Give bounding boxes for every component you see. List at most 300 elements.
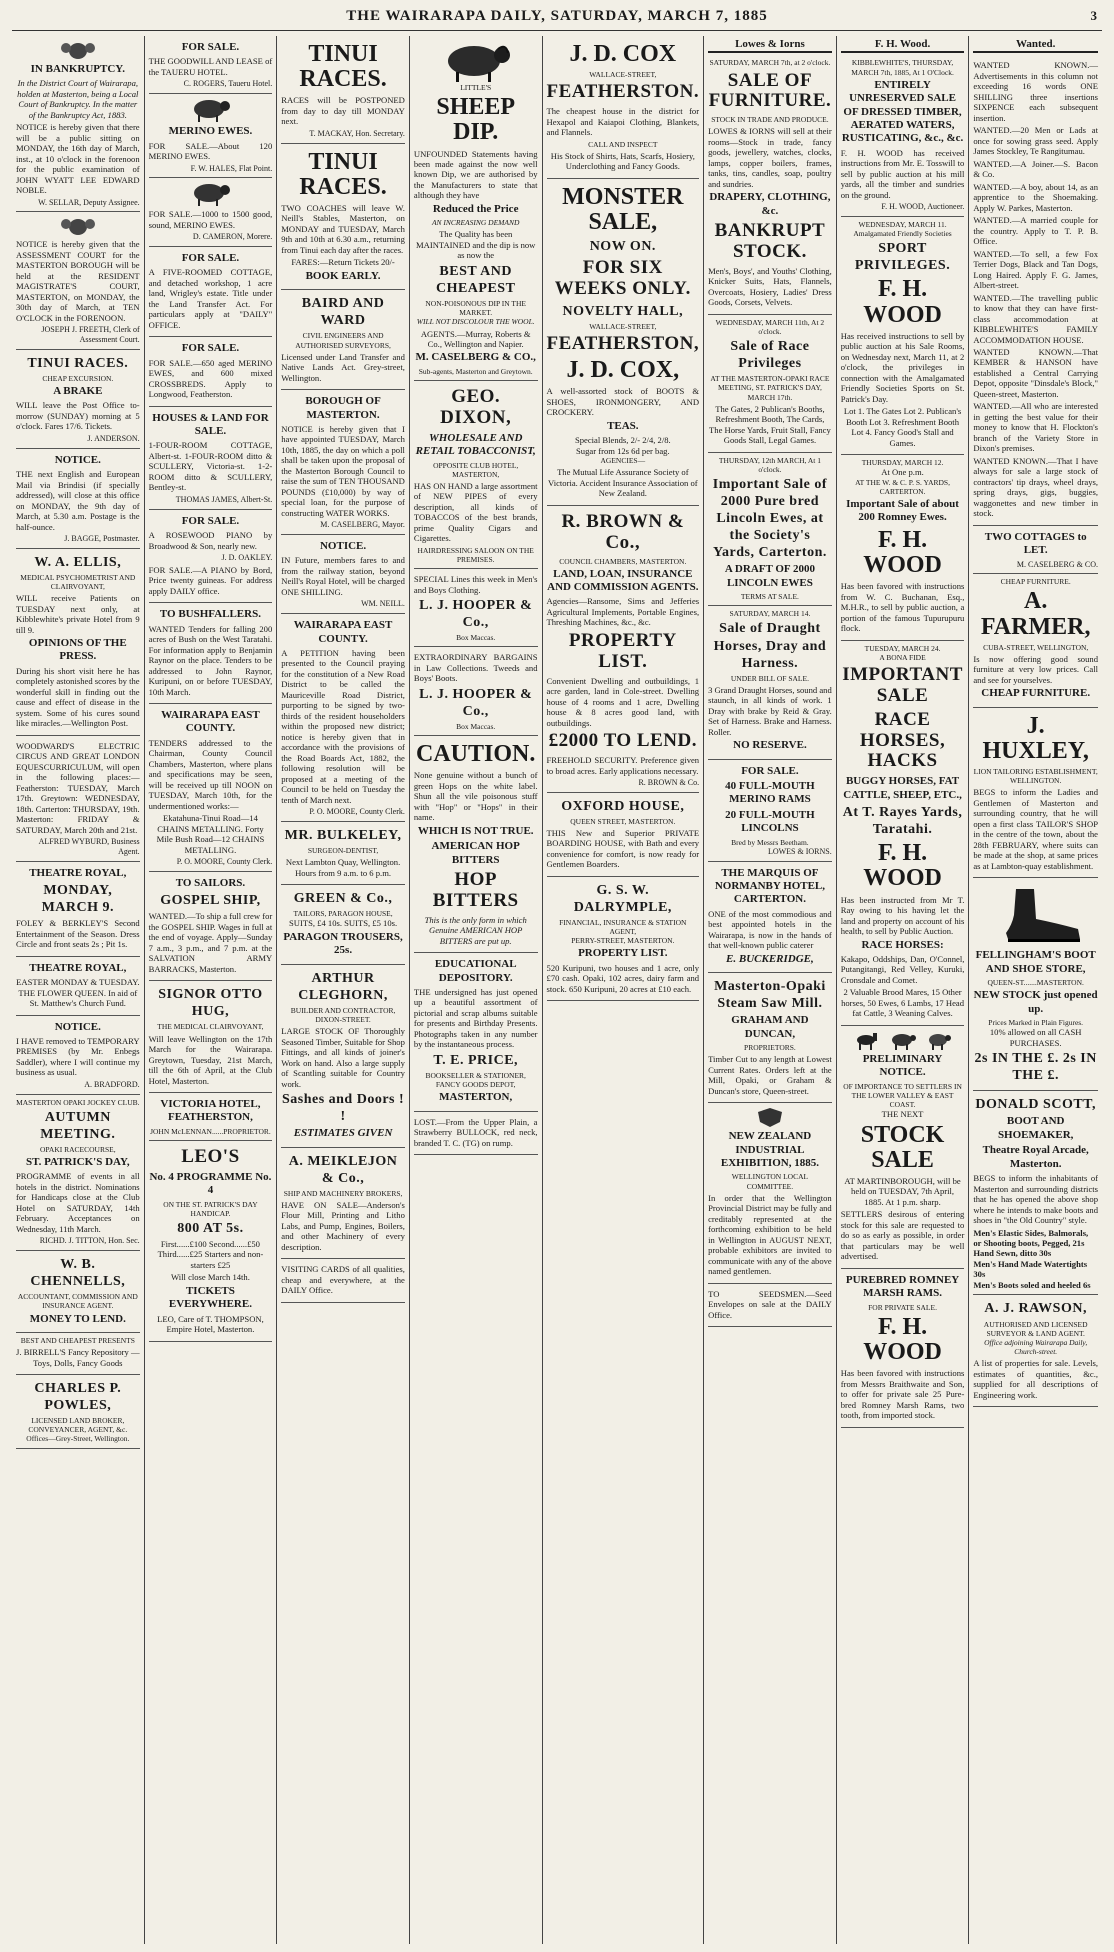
- lincoln-terms: TERMS AT SALE.: [740, 592, 799, 602]
- cottage-ad: [149, 247, 273, 337]
- romney-date: THURSDAY, MARCH 12.: [861, 458, 944, 468]
- ray-yards: At T. Rayes Yards, Taratahi.: [842, 805, 963, 838]
- seedsmen-ad: [708, 1284, 832, 1327]
- powles-subheading: LICENSED LAND BROKER, CONVEYANCER, AGENT, &c.: [28, 1416, 128, 1435]
- privileges-date: WEDNESDAY, MARCH 11th, At 2 o'clock.: [715, 317, 825, 337]
- settlers-note: OF IMPORTANCE TO SETTLERS IN THE LOWER VALLEY & EAST COAST.: [843, 1081, 962, 1109]
- ellis-heading: W. A. ELLIS,: [34, 554, 122, 570]
- ellis-body: WILL receive Patients on TUESDAY next only, at Kibblewhite's private Hotel from 9 till 9.: [16, 593, 140, 635]
- leos-prize: 800 AT 5s.: [177, 1220, 244, 1236]
- rawson-address: Office adjoining Wairarapa Daily, Church-street.: [984, 1337, 1088, 1356]
- forsale-heading: FOR SALE.: [181, 41, 240, 53]
- wanted-item: WANTED.—A Joiner.—S. Bacon & Co.: [973, 158, 1098, 180]
- american-hop-bitters: AMERICAN HOP BITTERS: [431, 840, 520, 866]
- brown-address: COUNCIL CHAMBERS, MASTERTON.: [559, 556, 687, 566]
- racehorse-date: TUESDAY, MARCH 24.: [864, 643, 941, 653]
- hooper-special: SPECIAL Lines this week in Men's and Boys Clothing.: [413, 574, 538, 595]
- farmer-heading: A. FARMER,: [980, 588, 1091, 640]
- racehorses-list: Kakapo, Oddships, Dan, O'Connel, Putangitangi, Red Velley, Kuruki, Cronsdale and Comet.: [840, 953, 965, 985]
- draught-body: 3 Grand Draught Horses, sound and staunch, in all kinds of work. 1 Dray with brake by Reid & Gray. Set of Harness. Brake and Harness. Roller.: [708, 684, 832, 737]
- column-5: [543, 36, 705, 1944]
- dip-agents: AGENTS.—Murray, Roberts & Co., Wellington and Napier.: [420, 328, 531, 349]
- assessment-notice: [16, 212, 140, 349]
- bankruptcy-notice: [16, 36, 140, 212]
- theatre-ad: [16, 862, 140, 957]
- bankruptcy-body: NOTICE is hereby given that there will be a public sitting on MONDAY, the 16th day of March, inst., at 10 o'clock in the forenoon for the public examination of JOHN WYATT LEE EDWARD NOBLE.: [16, 122, 140, 196]
- merino-signature: F. W. HALES, Flat Point.: [190, 163, 273, 173]
- road-district-ad: [281, 614, 405, 822]
- property-heading: PROPERTY LIST.: [568, 629, 677, 672]
- sawmill-ad: [708, 973, 832, 1103]
- coat-of-arms-icon: [753, 1106, 787, 1128]
- cox2-heading: J. D. COX,: [566, 357, 680, 384]
- scott-price: Men's Boots soled and heeled 6s: [973, 1279, 1091, 1290]
- scott-arcade: Theatre Royal Arcade, Masterton.: [982, 1144, 1089, 1170]
- fellingham-heading: FELLINGHAM'S BOOT AND SHOE STORE,: [975, 949, 1096, 975]
- ellis-ad: [16, 549, 140, 736]
- cash-discount: 10% allowed on all CASH PURCHASES.: [989, 1027, 1082, 1048]
- hug-heading: SIGNOR OTTO HUG,: [158, 987, 263, 1020]
- rawson-ad: [973, 1295, 1098, 1407]
- merino-rams: 40 FULL-MOUTH MERINO RAMS: [725, 780, 815, 806]
- cheap-furniture-1: CHEAP FURNITURE.: [1000, 577, 1071, 587]
- sport-list: Lot 1. The Gates Lot 2. Publican's Booth Lot 3. Refreshment Booth Lot 4. Fancy Good's Stall and Games.: [843, 406, 962, 448]
- cleghorn-subheading: BUILDER AND CONTRACTOR, DIXON-STREET.: [290, 1005, 396, 1024]
- royal-arms-icon: [58, 39, 98, 61]
- sashes-doors: Sashes and Doors ! !: [281, 1092, 405, 1125]
- leos-close: Will close March 14th.: [170, 1272, 250, 1283]
- marquis-body: ONE of the most commodious and best appointed hotels in the Wairarapa, is now in the hands of that well-known public caterer: [708, 908, 832, 951]
- dalrymple-list: 520 Kuripuni, two houses and 1 acre, only £70 cash. Opaki, 102 acres, dairy farm and stock. 650 Kuripuni, 20 acres at £10 each.: [546, 962, 700, 994]
- hooper-heading-1: L. J. HOOPER & Co.,: [419, 598, 533, 631]
- quality-text: The Quality has been MAINTAINED and the dip is now as now the: [416, 229, 536, 261]
- bushfallers-ad: [149, 603, 273, 704]
- timber-heading: ENTIRELY UNRESERVED SALE OF DRESSED TIMBER, AERATED WATERS, RUSTICATING, &c., &c.: [841, 78, 964, 145]
- wanted-item: WANTED.—A married couple for the country. Apply to T. P. B. Office.: [973, 215, 1098, 247]
- fwood-heading-3: F. H. WOOD: [863, 526, 942, 578]
- wanted-item: WANTED.—A boy, about 14, as an apprentice to the Shoemaking. Apply W. Parkes, Masterton.: [973, 181, 1098, 213]
- mail-notice-heading: NOTICE.: [54, 453, 101, 466]
- novelty-hall: NOVELTY HALL,: [562, 304, 684, 320]
- column-6: [704, 36, 837, 1944]
- dalrymple-list-heading: PROPERTY LIST.: [578, 947, 668, 960]
- oxford-body: THIS New and Superior PRIVATE BOARDING HOUSE, with Bath and every convenience for comfort, is now ready for Gentlemen Boarders.: [546, 827, 700, 870]
- rawson-body: A list of properties for sale. Levels, estimates of quantities, &c., supplied for all descriptions of Engineering work.: [973, 1358, 1098, 1400]
- tinui3-heading: TINUI RACES.: [299, 41, 387, 93]
- sheep-icon: [925, 1032, 953, 1050]
- cox-ad: [547, 36, 700, 179]
- column-3: [277, 36, 410, 1944]
- purebred-heading: PUREBRED ROMNEY MARSH RAMS.: [845, 1273, 960, 1300]
- timber-signature: F. H. WOOD, Auctioneer.: [881, 202, 965, 212]
- birrell-body: J. BIRRELL'S Fancy Repository —Toys, Dolls, Fancy Goods: [16, 1347, 140, 1368]
- seedsmen-body: TO SEEDSMEN.—Seed Envelopes on sale at the DAILY Office.: [708, 1288, 832, 1320]
- rams-breeder: Bred by Messrs Beetham.: [731, 837, 809, 847]
- piano2-body: FOR SALE.—A PIANO by Bord, Price twenty guineas. For address apply DAILY office.: [148, 564, 273, 596]
- draught-heading: Sale of Draught Horses, Dray and Harness.: [713, 621, 827, 671]
- bankruptcy-court: In the District Court of Wairarapa, holden at Masterton, being a Local Court of Bankruptcy. In the matter of the Bankruptcy Act, 1883.: [17, 78, 139, 120]
- cottages-ad: [973, 526, 1098, 575]
- huxley-subheading: LION TAILORING ESTABLISHMENT, WELLINGTON.: [973, 767, 1098, 786]
- chennells-heading: W. B. CHENNELLS,: [30, 1257, 126, 1290]
- autumn-date: ST. PATRICK'S DAY,: [25, 1156, 130, 1169]
- borough-heading: BOROUGH OF MASTERTON.: [305, 395, 381, 421]
- woodward-body: WOODWARD'S ELECTRIC CIRCUS AND GREAT LONDON EQUESCURRICULUM, will open in the following places:— Featherston: TUESDAY, March 17th. Greytown: WEDNESDAY, 18th. Carterton: THURSDAY, 19th. Masterton: FRIDAY & SATURDAY, March 20th and 21st.: [16, 740, 140, 835]
- sport-date: WEDNESDAY, MARCH 11.: [858, 219, 947, 229]
- removal-signature: A. BRADFORD.: [84, 1079, 140, 1089]
- cox-heading: J. D. COX: [569, 41, 677, 67]
- fwood-heading-4: F. H. WOOD: [863, 840, 942, 892]
- visiting-body: VISITING CARDS of all qualities, cheap and everywhere, at the DAILY Office.: [281, 1264, 405, 1296]
- meiklejon-subheading: SHIP AND MACHINERY BROKERS,: [283, 1188, 403, 1198]
- houses-heading: HOUSES & LAND FOR SALE.: [152, 411, 269, 438]
- bankruptcy-heading: IN BANKRUPTCY.: [30, 63, 125, 75]
- romney-rams-ad: [841, 1269, 965, 1428]
- meiklejon-body: HAVE ON SALE—Anderson's Flour Mill, Printing and Litho Labs, and Pump, Engines, Boilers, and other Machinery of every description.: [281, 1199, 405, 1252]
- cleghorn-ad: [281, 965, 405, 1148]
- baird-body: Licensed under Land Transfer and Native Lands Act. Grey-street, Wellington.: [281, 351, 405, 383]
- dixon-body: HAS ON HAND a large assortment of NEW PIPES of every description, all kinds of TOBACCOS of the best brands, prime Quality Cigars and Cigarettes.: [413, 480, 538, 544]
- ellis-subheading: MEDICAL PSYCHOMETRIST AND CLAIRVOYANT,: [20, 572, 136, 591]
- cleghorn-body: LARGE STOCK OF Thoroughly Seasoned Timber, Suitable for Shop Fittings, and all kinds of joiner's Work on hand. Also a large supply of Scantling suitable for Country work.: [281, 1026, 405, 1089]
- scott-heading: DONALD SCOTT,: [975, 1097, 1096, 1113]
- plain-figures: Prices Marked in Plain Figures.: [988, 1018, 1084, 1028]
- private-sale: FOR PRIVATE SALE.: [868, 1302, 937, 1312]
- romney-heading: Important Sale of about 200 Romney Ewes.: [846, 497, 959, 524]
- bona-fide: A BONA FIDE: [879, 652, 926, 662]
- hop-bitters-ad: [414, 736, 538, 953]
- columns: [12, 36, 1102, 1944]
- cow-icon: [889, 1032, 917, 1050]
- royal-arms-icon: [58, 215, 98, 237]
- victoria-proprietor: JOHN McLENNAN......PROPRIETOR.: [150, 1126, 271, 1136]
- property-body: Convenient Dwelling and outbuildings, 1 acre garden, land in Cole-street. Dwelling house of 4 rooms and 1 acre, Dwelling house & 8 acres good land, with outbuildings.: [546, 675, 700, 728]
- agencies-heading: AGENCIES—: [600, 456, 646, 466]
- merino-ewes2-ad: [149, 178, 273, 247]
- scott-subheading: BOOT AND SHOEMAKER,: [997, 1115, 1074, 1141]
- autumn-body: PROGRAMME of events in all hotels in the district. Nominations for Handicaps close at the Club Hotel on SATURDAY, 14th February. Acceptances on Wednesday, 11th March.: [16, 1171, 140, 1234]
- column-8: [969, 36, 1102, 1944]
- sheep-icon: [187, 97, 233, 123]
- green-subheading: TAILORS, PARAGON HOUSE,: [293, 909, 393, 919]
- meiklejon-heading: A. MEIKLEJON & Co.,: [288, 1153, 398, 1186]
- sheepdip-body: UNFOUNDED Statements having been made against the now well known Dip, we are authorised by the Manufacturers to state that although they have: [413, 148, 538, 201]
- boot-icon: [986, 885, 1086, 945]
- stock-sale-terms: SETTLERS desirous of entering stock for this sale are requested to do so as early as possible, in order that particulars may be well advertised.: [840, 1209, 965, 1262]
- county-tenders-ad: [149, 704, 273, 872]
- two-shillings: 2s IN THE £. 2s IN THE £.: [974, 1051, 1097, 1084]
- autumn-heading: AUTUMN MEETING.: [40, 1109, 116, 1142]
- buggy-horses: BUGGY HORSES, FAT CATTLE, SHEEP, ETC.,: [843, 775, 962, 801]
- leos-prizes: First......£100 Second......£50 Third......£25 Starters and non-starters £25: [157, 1239, 264, 1270]
- scott-body: BEGS to inform the inhabitants of Masterton and surrounding districts that he has opened the above shop where he intends to make boots and shoes in "the Old Country" style.: [973, 1173, 1098, 1226]
- farmer-body: Is now offering good sound furniture at very low prices. Call and see for yourselves.: [973, 653, 1098, 685]
- mail-notice: [16, 449, 140, 549]
- meiklejon-ad: [281, 1148, 405, 1260]
- exhibition-ad: [708, 1103, 832, 1283]
- goodwill-ad: [149, 36, 273, 94]
- theatre-heading: THEATRE ROYAL,: [29, 866, 127, 879]
- novelty-town: FEATHERSTON,: [546, 333, 700, 355]
- cottages-signature: M. CASELBERG & CO.: [1016, 559, 1098, 569]
- tinui-body: WILL leave the Post Office to-morrow (SUNDAY) morning at 5 o'clock. Fares 17/6. Tickets.: [16, 400, 140, 432]
- neill-notice: [281, 535, 405, 614]
- piano-heading: FOR SALE.: [181, 514, 240, 527]
- teas-body: Special Blends, 2/- 2/4, 2/8.: [574, 435, 671, 446]
- wanted-note: WANTED KNOWN.—Advertisements in this column not exceeding 16 words ONE SHILLING three insertions SIXPENCE each subsequent insertion.: [973, 60, 1098, 123]
- draught-subheading: UNDER BILL OF SALE.: [730, 673, 809, 683]
- bankrupt-heading: BANKRUPT STOCK.: [714, 220, 826, 263]
- tinui-fares: FARES:—Return Tickets 20/-: [291, 257, 395, 268]
- monster-sale-ad: [547, 179, 700, 506]
- lost-ad: [414, 1112, 538, 1155]
- six-weeks: FOR SIX WEEKS ONLY.: [554, 257, 691, 300]
- wool-note: WILL NOT DISCOLOUR THE WOOL.: [416, 317, 535, 327]
- green-heading: GREEN & Co.,: [293, 891, 393, 907]
- dixon-heading: GEO. DIXON,: [440, 386, 512, 428]
- book-early: BOOK EARLY.: [305, 269, 381, 282]
- farmer-street: CUBA-STREET, WELLINGTON,: [983, 642, 1089, 652]
- brown-body: Agencies—Ransome, Sims and Jefferies Agricultural Implements, Portable Engines, Threshing Machines, &c., &c.: [546, 596, 700, 628]
- cleghorn-heading: ARTHUR CLEGHORN,: [298, 970, 388, 1003]
- green-trousers: PARAGON TROUSERS, 25s.: [283, 930, 403, 957]
- leos-day: ON THE ST. PATRICK'S DAY HANDICAP.: [163, 1199, 258, 1218]
- call-inspect: CALL AND INSPECT: [588, 139, 658, 149]
- hooper-ad-1: [414, 569, 538, 647]
- price-subheading: BOOKSELLER & STATIONER, FANCY GOODS DEPOT,: [425, 1070, 526, 1090]
- bulkeley-ad: [281, 822, 405, 885]
- romney-time: At One p.m.: [881, 467, 924, 478]
- removal-notice: [16, 1016, 140, 1095]
- opinions-body: During his short visit here he has completely astonished scores by the wonderful skill in finding out the cause and effect of disease in the system. Some of his cures sound like miracles.—Wellington Post.: [16, 665, 140, 729]
- reduced-price: Reduced the Price: [432, 202, 519, 215]
- increasing-demand: AN INCREASING DEMAND: [431, 218, 520, 228]
- cox2-body: A well-assorted stock of BOOTS & SHOES, IRONMONGERY, AND CROCKERY.: [546, 386, 700, 418]
- leos-heading: LEO'S: [181, 1145, 240, 1167]
- ram-icon: [436, 39, 516, 83]
- mail-notice-signature: J. BAGGE, Postmaster.: [64, 534, 140, 543]
- depository-body: THE undersigned has just opened up a beautiful assortment of pictorial and scrap albums suitable for presents and Birthday Presents. Photographs taken in any number by the instantaneous process.: [413, 986, 538, 1050]
- cox-body: The cheapest house in the district for Hexapol and Kaiapoi Clothing, Blankets, and Flannels.: [546, 106, 700, 138]
- merino-ewes-ad: [149, 94, 273, 178]
- price-heading: T. E. PRICE,: [433, 1052, 519, 1068]
- tinui-coaches-ad: [281, 144, 405, 291]
- county-heading: WAIRARAPA EAST COUNTY.: [161, 708, 260, 735]
- opinions-heading: OPINIONS OF THE PRESS.: [28, 637, 127, 663]
- furniture-body: LOWES & IORNS will sell at their rooms—Stock in trade, fancy goods, jewellery, watches, clocks, lamps, copper boilers, frames, tanks, tins, candles, soap, poultry and sundries.: [708, 126, 832, 189]
- huxley-heading: J. HUXLEY,: [982, 712, 1089, 765]
- bushfallers-body: WANTED Tenders for falling 200 acres of Bush on the West Taratahi. For information apply to Benjamin Raynor on the place. Tenders to be addressed to John Raynor, Kuripuni, on or before TUESDAY, 10th March.: [148, 623, 273, 697]
- racehorses-hacks: RACE HORSES, HACKS: [859, 708, 946, 772]
- merino2-signature: D. CAMERON, Morere.: [192, 232, 273, 242]
- column-1: [12, 36, 145, 1944]
- teas-heading: TEAS.: [607, 419, 639, 432]
- lincoln-ewes-ad: [708, 453, 832, 607]
- bankrupt-body: Men's, Boys', and Youths' Clothing, Knicker Suits, Hats, Flannels, Overcoats, Hosiery, Ladies' Dress Goods, Corsets, Velvets.: [708, 265, 832, 308]
- genuine-note: This is the only form in which Genuine AMERICAN HOP BITTERS are put up.: [424, 914, 527, 946]
- leos-address: LEO, Care of T. THOMPSON, Empire Hotel, Masterton.: [157, 1313, 264, 1335]
- graham-duncan: GRAHAM AND DUNCAN,: [731, 1014, 809, 1040]
- fwood-banner: F. H. Wood.: [841, 38, 965, 53]
- caselberg-name: M. CASELBERG & CO.,: [415, 351, 536, 364]
- wanted-item: WANTED.—The travelling public to know that they can have first-class accommodation at KIBBLEWHITE'S FAMILY ACCOMMODATION HOUSE.: [973, 292, 1098, 345]
- woodward-circus-ad: [16, 736, 140, 862]
- autumn-signature: RICHD. J. TITTON, Hon. Sec.: [39, 1236, 140, 1246]
- dixon-address: OPPOSITE CLUB HOTEL, MASTERTON,: [433, 460, 519, 479]
- cottage-body: A FIVE-ROOMED COTTAGE, and detached workshop, 1 acre land, Wrigley's estate. Title under the Land Transfer Act. For particulars apply at "DAILY" OFFICE.: [148, 267, 273, 330]
- wanted-ads: [973, 55, 1098, 525]
- furniture-subheading: STOCK IN TRADE AND PRODUCE.: [711, 115, 829, 125]
- powles-heading: CHARLES P. POWLES,: [34, 1381, 122, 1414]
- hairdressing: HAIRDRESSING SALOON ON THE PREMISES.: [417, 545, 534, 564]
- tinui-subheading: CHEAP EXCURSION.: [42, 373, 114, 383]
- cox-stock: His Stock of Shirts, Hats, Scarfs, Hosiery, Underclothing and Fancy Goods.: [550, 150, 695, 172]
- hooper-sub-1: Box Maccas.: [456, 633, 496, 643]
- green-ad: [281, 885, 405, 965]
- road-district-signature: P. O. MOORE, County Clerk.: [309, 807, 405, 817]
- racehorse-body: Has been instructed from Mr T. Ray owing to his having let the land and property on account of his health, to sell by Public Auction.: [840, 894, 965, 937]
- novelty-street: WALLACE-STREET,: [589, 322, 657, 332]
- theatre-date: MONDAY, MARCH 9.: [41, 883, 115, 916]
- tinui-signature: J. ANDERSON.: [87, 433, 140, 443]
- neill-signature: WM. NEILL.: [361, 599, 405, 609]
- brake-heading: A BRAKE: [53, 385, 103, 398]
- racehorses-heading: RACE HORSES:: [861, 938, 944, 951]
- goodwill-body: THE GOODWILL AND LEASE of the TAUERU HOTEL.: [148, 56, 273, 77]
- column-2: [145, 36, 278, 1944]
- drapery-heading: DRAPERY, CLOTHING, &c.: [709, 191, 831, 217]
- masthead-title: THE WAIRARAPA DAILY, SATURDAY, MARCH 7, 1885: [346, 8, 768, 24]
- dalrymple-subheading: FINANCIAL, INSURANCE & STATION AGENT,: [559, 918, 687, 937]
- tinui-excursion-ad: [16, 350, 140, 449]
- which-not-true: WHICH IS NOT TRUE.: [417, 824, 534, 837]
- bulkeley-heading: MR. BULKELEY,: [284, 828, 402, 843]
- wanted-banner: Wanted.: [973, 38, 1098, 53]
- dalrymple-address: PERRY-STREET, MASTERTON.: [571, 936, 675, 946]
- stock-list: 2 Valuable Brood Mares, 15 Other horses, 50 Ewes, 6 Lambs, 17 Head fat Cattle, 3 Weaning Calves.: [841, 987, 964, 1019]
- houses-signature: THOMAS JAMES, Albert-St.: [175, 494, 273, 504]
- gospel-body: WANTED.—To ship a full crew for the GOSPEL SHIP. Wages in full at the end of voyage. Apply—Sunday 7 a.m., 3 p.m., and 7 p.m. at the SALVATION ARMY BARRACKS, Masterton.: [148, 911, 273, 974]
- leos-ad: [149, 1141, 273, 1342]
- nonpoison: NON-POISONOUS DIP IN THE MARKET.: [425, 299, 527, 318]
- powles-address: Offices—Grey-Street, Wellington.: [26, 1434, 130, 1444]
- dixon-ad: [414, 381, 538, 569]
- goodwill-signature: C. ROGERS, Taueru Hotel.: [183, 79, 273, 89]
- rams-signature: LOWES & IORNS.: [767, 846, 832, 856]
- monster-heading: MONSTER SALE,: [562, 183, 684, 235]
- wanted-item: WANTED.—To sell, a few Fox Terrier Dogs, Black and Tan Dogs, Long Haired. Apply F. G. James, Albert-street.: [973, 248, 1098, 291]
- racehorse-sale-ad: [841, 641, 965, 1026]
- visiting-cards-ad: [281, 1259, 405, 1302]
- column-4: [410, 36, 543, 1944]
- cheap-furniture-2: CHEAP FURNITURE.: [981, 687, 1091, 700]
- wanted-item: WANTED KNOWN.—That I have always for sale a large stock of contractors' tip drays, wheel drays, spring drays, gigs, buggies, waggonettes and new timber in stock.: [973, 455, 1098, 519]
- green-prices: SUITS, £4 10s. SUITS, £5 10s.: [288, 918, 398, 929]
- fellingham-ad: [973, 878, 1098, 1091]
- powles-ad: [16, 1375, 140, 1449]
- scott-price: Hand Sewn, ditto 30s: [973, 1248, 1052, 1259]
- baird-heading: BAIRD AND WARD: [301, 296, 385, 329]
- sheep-icon: [187, 181, 233, 207]
- wanted-item: WANTED KNOWN.—That KEMBER & HANSON have established a Central Carrying Depot, opposite "Dinsdale's Block," Queen-street, Masterton.: [973, 347, 1098, 399]
- jockey-club-heading: MASTERTON OPAKI JOCKEY CLUB.: [16, 1097, 140, 1107]
- lend-heading: £2000 TO LEND.: [548, 730, 697, 752]
- column-7: [837, 36, 970, 1944]
- farmer-ad: [973, 574, 1098, 708]
- removal-body: I HAVE removed to TEMPORARY PREMISES (by Mr. Enbegs Saddler), where I will continue my business as usual.: [16, 1035, 140, 1078]
- baird-ward-ad: [281, 290, 405, 390]
- new-stock: NEW STOCK just opened up.: [973, 989, 1098, 1015]
- rams-heading: FOR SALE.: [741, 764, 799, 777]
- rawson-heading: A. J. RAWSON,: [984, 1301, 1087, 1317]
- piano-signature: J. D. OAKLEY.: [221, 552, 273, 562]
- sugar: Sugar from 12s 6d per bag.: [576, 445, 670, 456]
- cox-street: WALLACE-STREET,: [589, 70, 657, 80]
- lost-body: LOST.—From the Upper Plain, a Strawberry BULLOCK, red neck, branded T. C. (TG) on rump.: [413, 1116, 538, 1148]
- fwood-heading-2: F. H. WOOD: [863, 276, 942, 328]
- brown-heading: R. BROWN & Co.,: [561, 510, 685, 553]
- piano-ad: [149, 510, 273, 604]
- borough-ad: [281, 390, 405, 535]
- freehold-body: FREEHOLD SECURITY. Preference given to broad acres. Early applications necessary.: [546, 755, 700, 776]
- stock-sale-heading: STOCK SALE: [860, 1121, 945, 1173]
- buckeridge: E. BUCKERIDGE,: [726, 952, 814, 965]
- dalrymple-heading: G. S. W. DALRYMPLE,: [573, 882, 672, 915]
- best-cheapest: BEST AND CHEAPEST PRESENTS: [20, 1335, 135, 1345]
- hop-bitters-heading: HOP BITTERS: [432, 868, 519, 911]
- oxford-heading: OXFORD HOUSE,: [561, 798, 685, 814]
- hug-subheading: THE MEDICAL CLAIRVOYANT,: [157, 1022, 264, 1032]
- estimates: ESTIMATES GIVEN: [293, 1127, 393, 1140]
- hooper-ad-2: [414, 647, 538, 736]
- exhibition-heading: NEW ZEALAND INDUSTRIAL EXHIBITION, 1885.: [720, 1130, 819, 1170]
- romney-body: Has been favored with instructions from W. C. Buchanan, Esq., M.H.R., to sell by public auction, a portion of the famous Tupurupuru flock.: [840, 581, 965, 634]
- tinui-coaches-body: TWO COACHES will leave W. Neill's Stables, Masterton, on MONDAY and TUESDAY, March 9th and 10th at 6.30 a.m., returning from Tinui each day after the races.: [281, 202, 405, 255]
- rams-ad: [708, 760, 832, 862]
- sailors-heading: TO SAILORS.: [175, 876, 246, 889]
- caution-body: None genuine without a bunch of green Hops on the white label. Shun all the vile poisonous stuff with "Hop" or "Hops" in their name.: [413, 770, 538, 823]
- graham-proprietors: PROPRIETORS.: [744, 1043, 796, 1053]
- autumn-meeting-ad: [16, 1095, 140, 1252]
- theatre2-ad: [16, 957, 140, 1016]
- masthead: [12, 8, 1102, 31]
- borough-body: NOTICE is hereby given that I have appointed TUESDAY, March 10th, 1885, the day on which a poll shall be taken upon the proposal of the Masterton Borough Council to raise the sum of TEN THOUSAND POUNDS (£10,000) by way of special loan, for the purpose of constructing WATER WORKS.: [281, 423, 405, 518]
- hooper-heading-2: L. J. HOOPER & Co.,: [419, 686, 533, 719]
- privileges-heading: Sale of Race Privileges: [730, 339, 810, 372]
- scott-price: Men's Hand Made Watertights 30s: [973, 1258, 1088, 1280]
- romney-ewes-ad: [841, 455, 965, 641]
- lincoln-rams: 20 FULL-MOUTH LINCOLNS: [725, 808, 815, 835]
- tinui-heading: TINUI RACES.: [27, 355, 129, 371]
- leos-tickets: TICKETS EVERYWHERE.: [168, 1284, 252, 1311]
- bulkeley-subheading: SURGEON-DENTIST,: [307, 846, 379, 856]
- victoria-heading: VICTORIA HOTEL, FEATHERSTON,: [160, 1097, 261, 1124]
- timber-date: KIBBLEWHITE'S, THURSDAY, MARCH 7th, 1885, At 1 O'Clock.: [851, 58, 954, 77]
- cottage-heading: FOR SALE.: [181, 251, 240, 264]
- road-district-body: A PETITION having been presented to the Council praying for the constitution of a New Road District to be called the Mauriceville Road District, purporting to be signed by two-thirds of the resident householders within the proposed new district; notice is hereby given that in accordance with the provisions of the Road Boards Act, 1882, the following resolution will be proposed at a meeting of the Council to be held on Tuesday the tenth of March next.: [281, 647, 405, 805]
- merino-heading: MERINO EWES.: [168, 125, 253, 138]
- oxford-house-ad: [547, 793, 700, 877]
- cottages-heading: TWO COTTAGES to LET.: [984, 530, 1087, 557]
- rawson-subheading: AUTHORISED AND LICENSED SURVEYOR & LAND AGENT.: [983, 1319, 1088, 1338]
- furniture-heading: SALE OF FURNITURE.: [708, 69, 832, 112]
- bulkeley-body: Next Lambton Quay, Wellington. Hours from 9 a.m. to 6 p.m.: [285, 857, 401, 878]
- purebred-body: Has been favored with instructions from Messrs Braithwaite and Son, to offer for private sale 25 Pure-bred Romney Marsh Rams, two tooth, from imported stock.: [840, 1368, 965, 1421]
- bankruptcy-signature: W. SELLAR, Deputy Assignee.: [38, 197, 140, 207]
- agencies-body: The Mutual Life Assurance Society of Victoria. Accident Insurance Association of New Zealand.: [548, 467, 698, 499]
- removal-heading: NOTICE.: [54, 1020, 101, 1033]
- preliminary-heading: PRELIMINARY NOTICE.: [862, 1052, 943, 1079]
